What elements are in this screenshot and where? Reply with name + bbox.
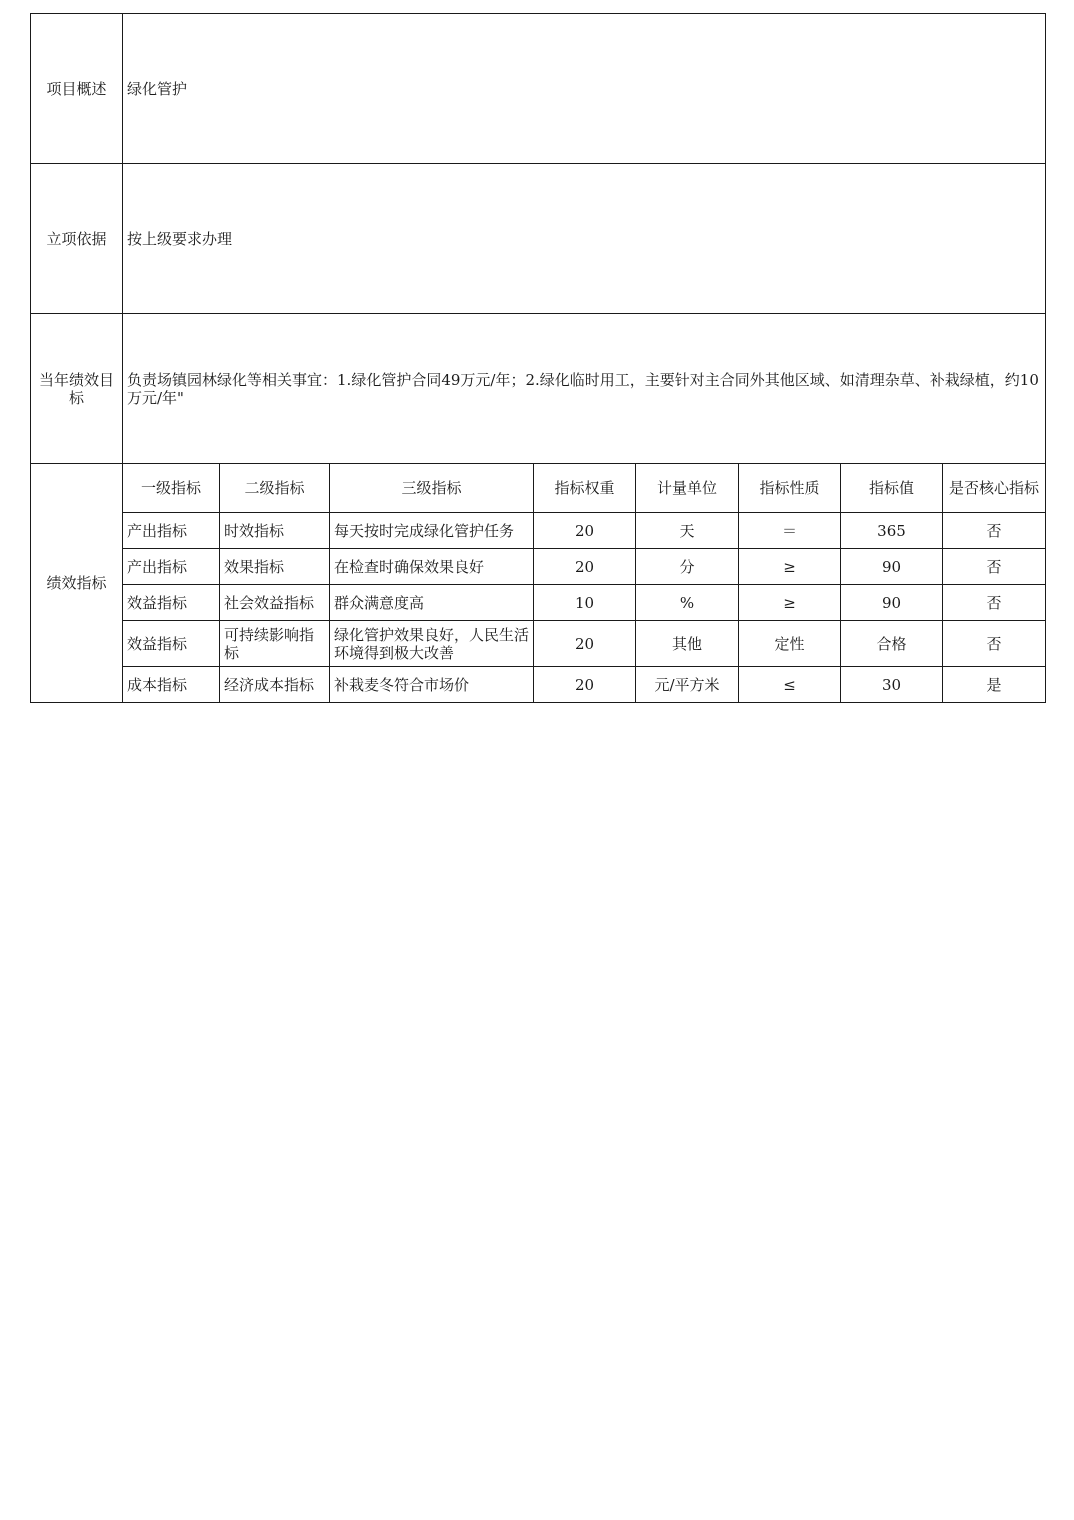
row-level2: 社会效益指标 — [220, 585, 330, 621]
row-level3: 补栽麦冬符合市场价 — [330, 667, 534, 703]
row-level1: 效益指标 — [123, 585, 220, 621]
header-weight: 指标权重 — [534, 464, 636, 513]
row-value: 365 — [841, 513, 943, 549]
table-row — [31, 585, 1046, 621]
row-nature: ＝ — [739, 513, 841, 549]
overview-value: 绿化管护 — [123, 14, 1046, 164]
row-weight: 20 — [534, 667, 636, 703]
row-level3: 每天按时完成绿化管护任务 — [330, 513, 534, 549]
indicators-label: 绩效指标 — [31, 464, 123, 703]
row-core: 否 — [943, 585, 1046, 621]
row-level1: 成本指标 — [123, 667, 220, 703]
row-value: 30 — [841, 667, 943, 703]
row-weight: 20 — [534, 621, 636, 667]
row-nature: ≥ — [739, 585, 841, 621]
row-level2: 经济成本指标 — [220, 667, 330, 703]
row-level1: 产出指标 — [123, 549, 220, 585]
row-core: 否 — [943, 513, 1046, 549]
header-level3: 三级指标 — [330, 464, 534, 513]
row-nature: ≥ — [739, 549, 841, 585]
row-level2: 效果指标 — [220, 549, 330, 585]
overview-row — [31, 14, 1046, 164]
row-nature: ≤ — [739, 667, 841, 703]
basis-label: 立项依据 — [31, 164, 123, 314]
row-level2: 时效指标 — [220, 513, 330, 549]
table-row — [31, 667, 1046, 703]
row-weight: 20 — [534, 513, 636, 549]
goal-row — [31, 314, 1046, 464]
header-level1: 一级指标 — [123, 464, 220, 513]
row-unit: 其他 — [636, 621, 739, 667]
row-core: 是 — [943, 667, 1046, 703]
row-value: 90 — [841, 585, 943, 621]
row-level3: 绿化管护效果良好，人民生活环境得到极大改善 — [330, 621, 534, 667]
row-level2: 可持续影响指标 — [220, 621, 330, 667]
row-value: 合格 — [841, 621, 943, 667]
goal-label: 当年绩效目标 — [31, 314, 123, 464]
header-unit: 计量单位 — [636, 464, 739, 513]
row-level3: 在检查时确保效果良好 — [330, 549, 534, 585]
performance-table — [30, 13, 1046, 703]
row-unit: 分 — [636, 549, 739, 585]
row-weight: 10 — [534, 585, 636, 621]
table-row — [31, 513, 1046, 549]
goal-value: 负责场镇园林绿化等相关事宜：1.绿化管护合同49万元/年；2.绿化临时用工，主要针对主合同外其他区域、如清理杂草、补栽绿植，约10万元/年" — [123, 314, 1046, 464]
row-value: 90 — [841, 549, 943, 585]
basis-row — [31, 164, 1046, 314]
row-unit: 天 — [636, 513, 739, 549]
row-nature: 定性 — [739, 621, 841, 667]
table-row — [31, 549, 1046, 585]
row-core: 否 — [943, 621, 1046, 667]
row-level3: 群众满意度高 — [330, 585, 534, 621]
row-level1: 效益指标 — [123, 621, 220, 667]
basis-value: 按上级要求办理 — [123, 164, 1046, 314]
indicator-header-row — [31, 464, 1046, 513]
header-value: 指标值 — [841, 464, 943, 513]
row-unit: 元/平方米 — [636, 667, 739, 703]
header-level2: 二级指标 — [220, 464, 330, 513]
row-unit: % — [636, 585, 739, 621]
row-core: 否 — [943, 549, 1046, 585]
row-weight: 20 — [534, 549, 636, 585]
overview-label: 项目概述 — [31, 14, 123, 164]
row-level1: 产出指标 — [123, 513, 220, 549]
header-nature: 指标性质 — [739, 464, 841, 513]
header-core: 是否核心指标 — [943, 464, 1046, 513]
table-row — [31, 621, 1046, 667]
